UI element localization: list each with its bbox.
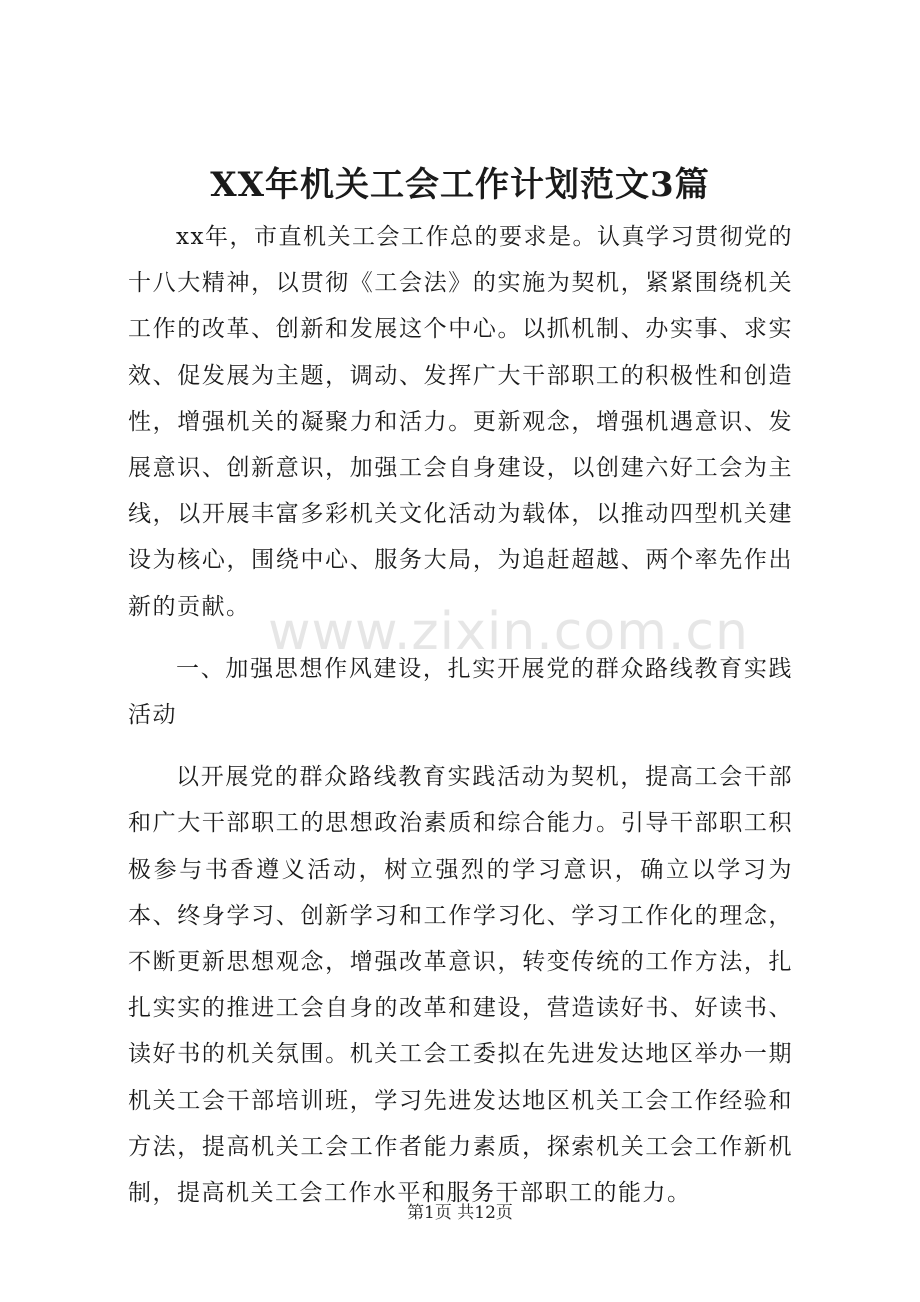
page-footer: [0, 1198, 920, 1223]
watermark-text: www.zixin.com.cn: [268, 602, 749, 662]
paragraph-intro: xx年，市直机关工会工作总的要求是。认真学习贯彻党的十八大精神，以贯彻《工会法》的实施为契机，紧紧围绕机关工作的改革、创新和发展这个中心。以抓机制、办实事、求实效、促发展为主题，调动、发挥广大干部职工的积极性和创造性，增强机关的凝聚力和活力。更新观念，增强机遇意识、发展意识、创新意识，加强工会自身建设，以创建六好工会为主线，以开展丰富多彩机关文化活动为载体，以推动四型机关建设为核心，围绕中心、服务大局，为追赶超越、两个率先作出新的贡献。: [128, 224, 793, 620]
paragraph-section-1: 以开展党的群众路线教育实践活动为契机，提高工会干部和广大干部职工的思想政治素质和综合能力。引导干部职工积极参与书香遵义活动，树立强烈的学习意识，确立以学习为本、终身学习、创新学习和工作学习化、学习工作化的理念，不断更新思想观念，增强改革意识，转变传统的工作方法，扎扎实实的推进工会自身的改革和建设，营造读好书、好读书、读好书的机关氛围。机关工会工委拟在先进发达地区举办一期机关工会干部培训班，学习先进发达地区机关工会工作经验和方法，提高机关工会工作者能力素质，探索机关工会工作新机制，提高机关工会工作水平和服务干部职工的能力。: [128, 764, 793, 1207]
document-body: [128, 214, 793, 1232]
section-heading-1: 一、加强思想作风建设，扎实开展党的群众路线教育实践活动: [128, 655, 793, 729]
document-title: XX年机关工会工作计划范文3篇: [210, 165, 710, 205]
page-number-label: 第1页 共12页: [407, 1203, 513, 1223]
